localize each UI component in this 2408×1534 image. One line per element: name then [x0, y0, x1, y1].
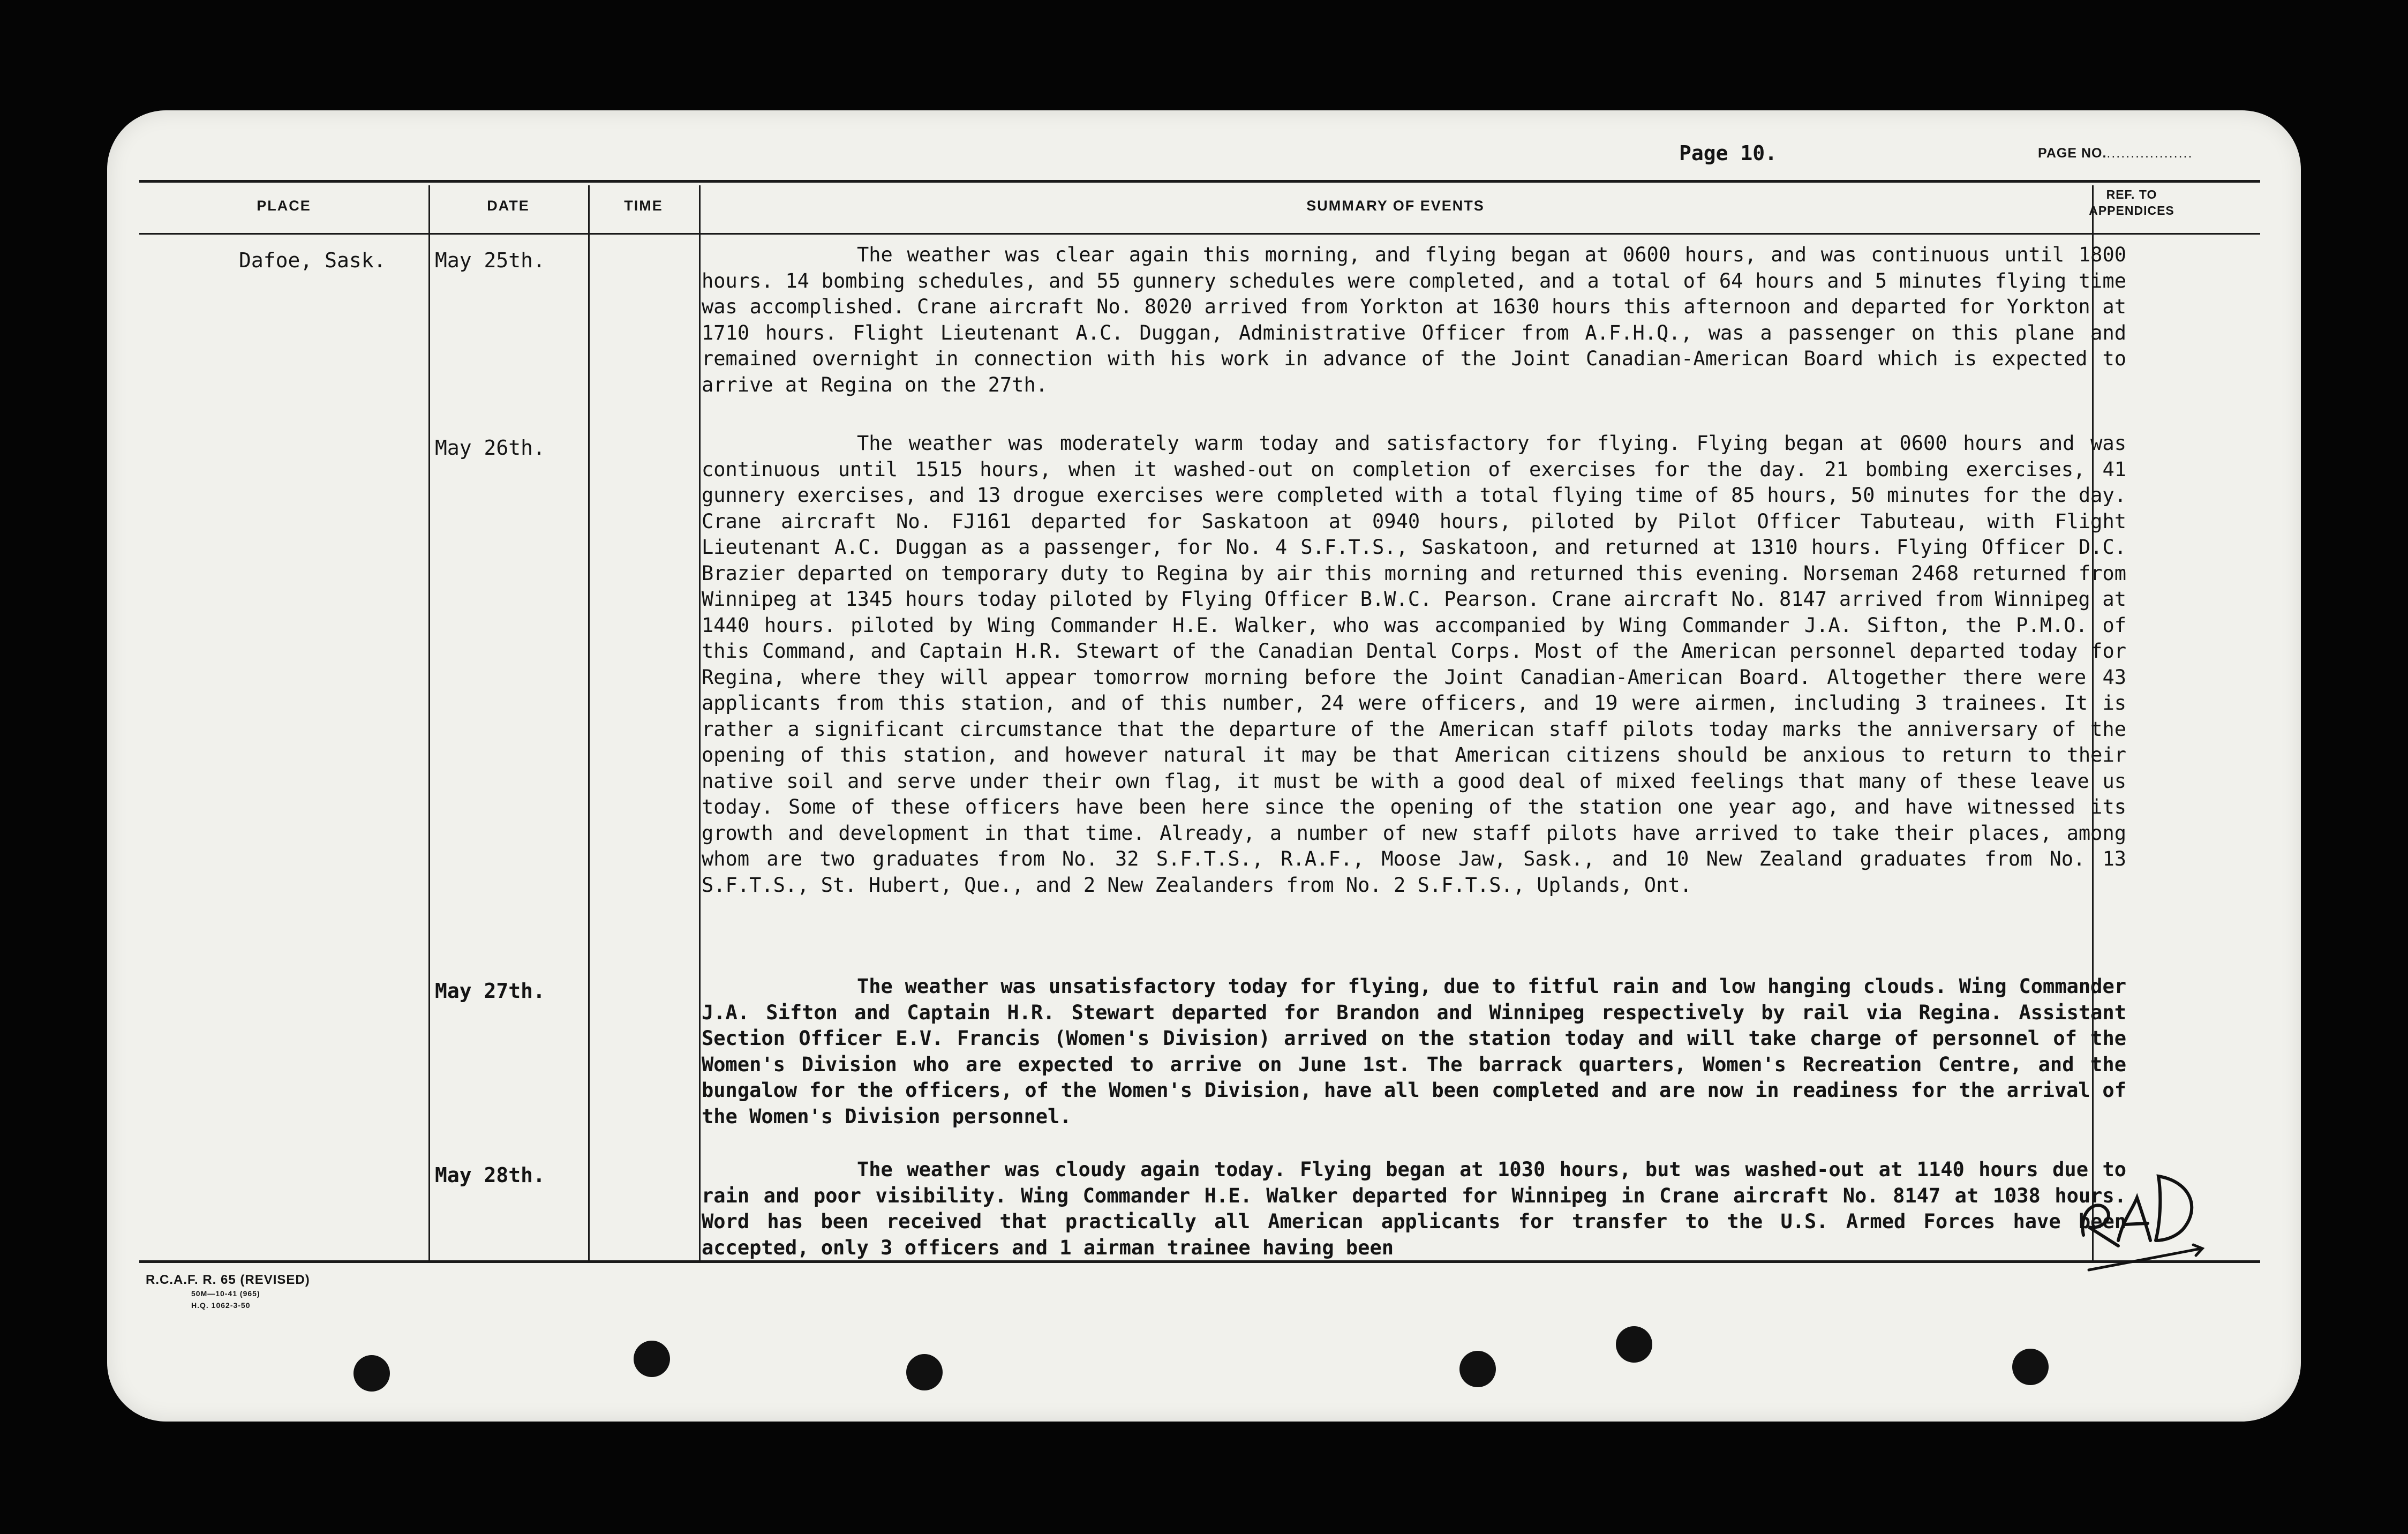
- diary-page: [107, 110, 2301, 1422]
- column-divider: [428, 185, 430, 1262]
- column-header-ref: REF. TO APPENDICES: [2089, 187, 2174, 217]
- handwritten-initials: [2067, 1160, 2228, 1278]
- punch-hole: [634, 1341, 670, 1377]
- entry-text: The weather was cloudy again today. Flying began at 1030 hours, but was washed-out at 1140 hours due to rain and poor visibility. Wing Commander H.E. Walker departed for Winnipeg in Crane aircraft No. 8147 at 1038 hours. Word has been received that practically all American applicants for transfer to the U.S. Armed Forces have been accepted, only 3 officers and 1 airman trainee having been: [702, 1158, 2139, 1259]
- punch-hole: [1459, 1351, 1496, 1387]
- date-cell: May 25th.: [435, 249, 545, 272]
- column-header-summary: SUMMARY OF EVENTS: [1306, 198, 1485, 214]
- place-cell: Dafoe, Sask.: [239, 249, 386, 272]
- top-rule: [139, 180, 2260, 183]
- punch-hole: [1616, 1326, 1652, 1363]
- entry-text: The weather was unsatisfactory today for flying, due to fitful rain and low hanging clouds. Wing Commander J.A. Sifton and Captain H.R. Stewart departed for Brandon and Winnipeg respectively by rail via Regina. Assistant Section Officer E.V. Francis (Women's Division) arrived on the station today and will take charge of personnel of the Women's Division who are expected to arrive on June 1st. The barrack quarters, Women's Recreation Centre, and the bungalow for the officers, of the Women's Division, have all been completed and are now in readiness for the arrival of the Women's Division personnel.: [702, 975, 2139, 1128]
- date-cell: May 28th.: [435, 1163, 545, 1187]
- column-divider: [699, 185, 701, 1262]
- page-number: Page 10.: [1679, 141, 1778, 165]
- column-header-date: DATE: [487, 198, 530, 214]
- punch-hole: [353, 1355, 390, 1392]
- column-divider: [588, 185, 590, 1262]
- punch-hole: [2012, 1349, 2049, 1385]
- column-header-place: PLACE: [257, 198, 311, 214]
- entry-text: The weather was moderately warm today and satisfactory for flying. Flying began at 0600 hours and was continuous until 1515 hours, when it washed-out on completion of exercises for the day. 21 bombing exercises, 41 gunnery exercises, and 13 drogue exercises were completed with a total flying time of 85 hours, 50 minutes for the day. Crane aircraft No. FJ161 departed for Saskatoon at 0940 hours, piloted by Pilot Officer Tabuteau, with Flight Lieutenant A.C. Duggan as a passenger, for No. 4 S.F.T.S., Saskatoon, and returned at 1310 hours. Flying Officer D.C. Brazier departed on temporary duty to Regina by air this morning and returned this evening. Norseman 2468 returned from Winnipeg at 1345 hours today piloted by Flying Officer B.W.C. Pearson. Crane aircraft No. 8147 arrived from Winnipeg at 1440 hours. piloted by Wing Commander H.E. Walker, who was accompanied by Wing Commander J.A. Sifton, the P.M.O. of this Command, and Captain H.R. Stewart of the Canadian Dental Corps. Most of the American personnel departed today for Regina, where they will appear tomorrow morning before the Joint Canadian-American Board. Altogether there were 43 applicants from this station, and of this number, 24 were officers, and 19 were airmen, including 3 trainees. It is rather a significant circumstance that the departure of the American staff pilots today marks the anniversary of the opening of this station, and however natural it may be that American citizens should be anxious to return to their native soil and serve under their own flag, it must be with a good deal of mixed feelings that many of these leave us today. Some of these officers have been here since the opening of the station one year ago, and have witnessed its growth and development in that time. Already, a number of new staff pilots have arrived to take their places, among whom are two graduates from No. 32 S.F.T.S., R.A.F., Moose Jaw, Sask., and 10 New Zealand graduates from No. 13 S.F.T.S., St. Hubert, Que., and 2 New Zealanders from No. 2 S.F.T.S., Uplands, Ont.: [702, 432, 2139, 897]
- date-cell: May 26th.: [435, 436, 545, 460]
- header-rule: [139, 233, 2260, 235]
- punch-hole: [906, 1354, 943, 1390]
- page-no-label: PAGE NO...................: [2038, 146, 2193, 161]
- column-header-time: TIME: [624, 198, 663, 214]
- entry-text: The weather was clear again this morning, and flying began at 0600 hours, and was continuous until 1800 hours. 14 bombing schedules, and 55 gunnery schedules were completed, and a total of 64 hours and 5 minutes flying time was accomplished. Crane aircraft No. 8020 arrived from Yorkton at 1630 hours this afternoon and departed for Yorkton at 1710 hours. Flight Lieutenant A.C. Duggan, Administrative Officer from A.F.H.Q., was a passenger on this plane and remained overnight in connection with his work in advance of the Joint Canadian-American Board which is expected to arrive at Regina on the 27th.: [702, 243, 2139, 396]
- form-footer: R.C.A.F. R. 65 (REVISED) 50M—10-41 (965) H.Q. 1062-3-50: [146, 1273, 310, 1310]
- date-cell: May 27th.: [435, 979, 545, 1003]
